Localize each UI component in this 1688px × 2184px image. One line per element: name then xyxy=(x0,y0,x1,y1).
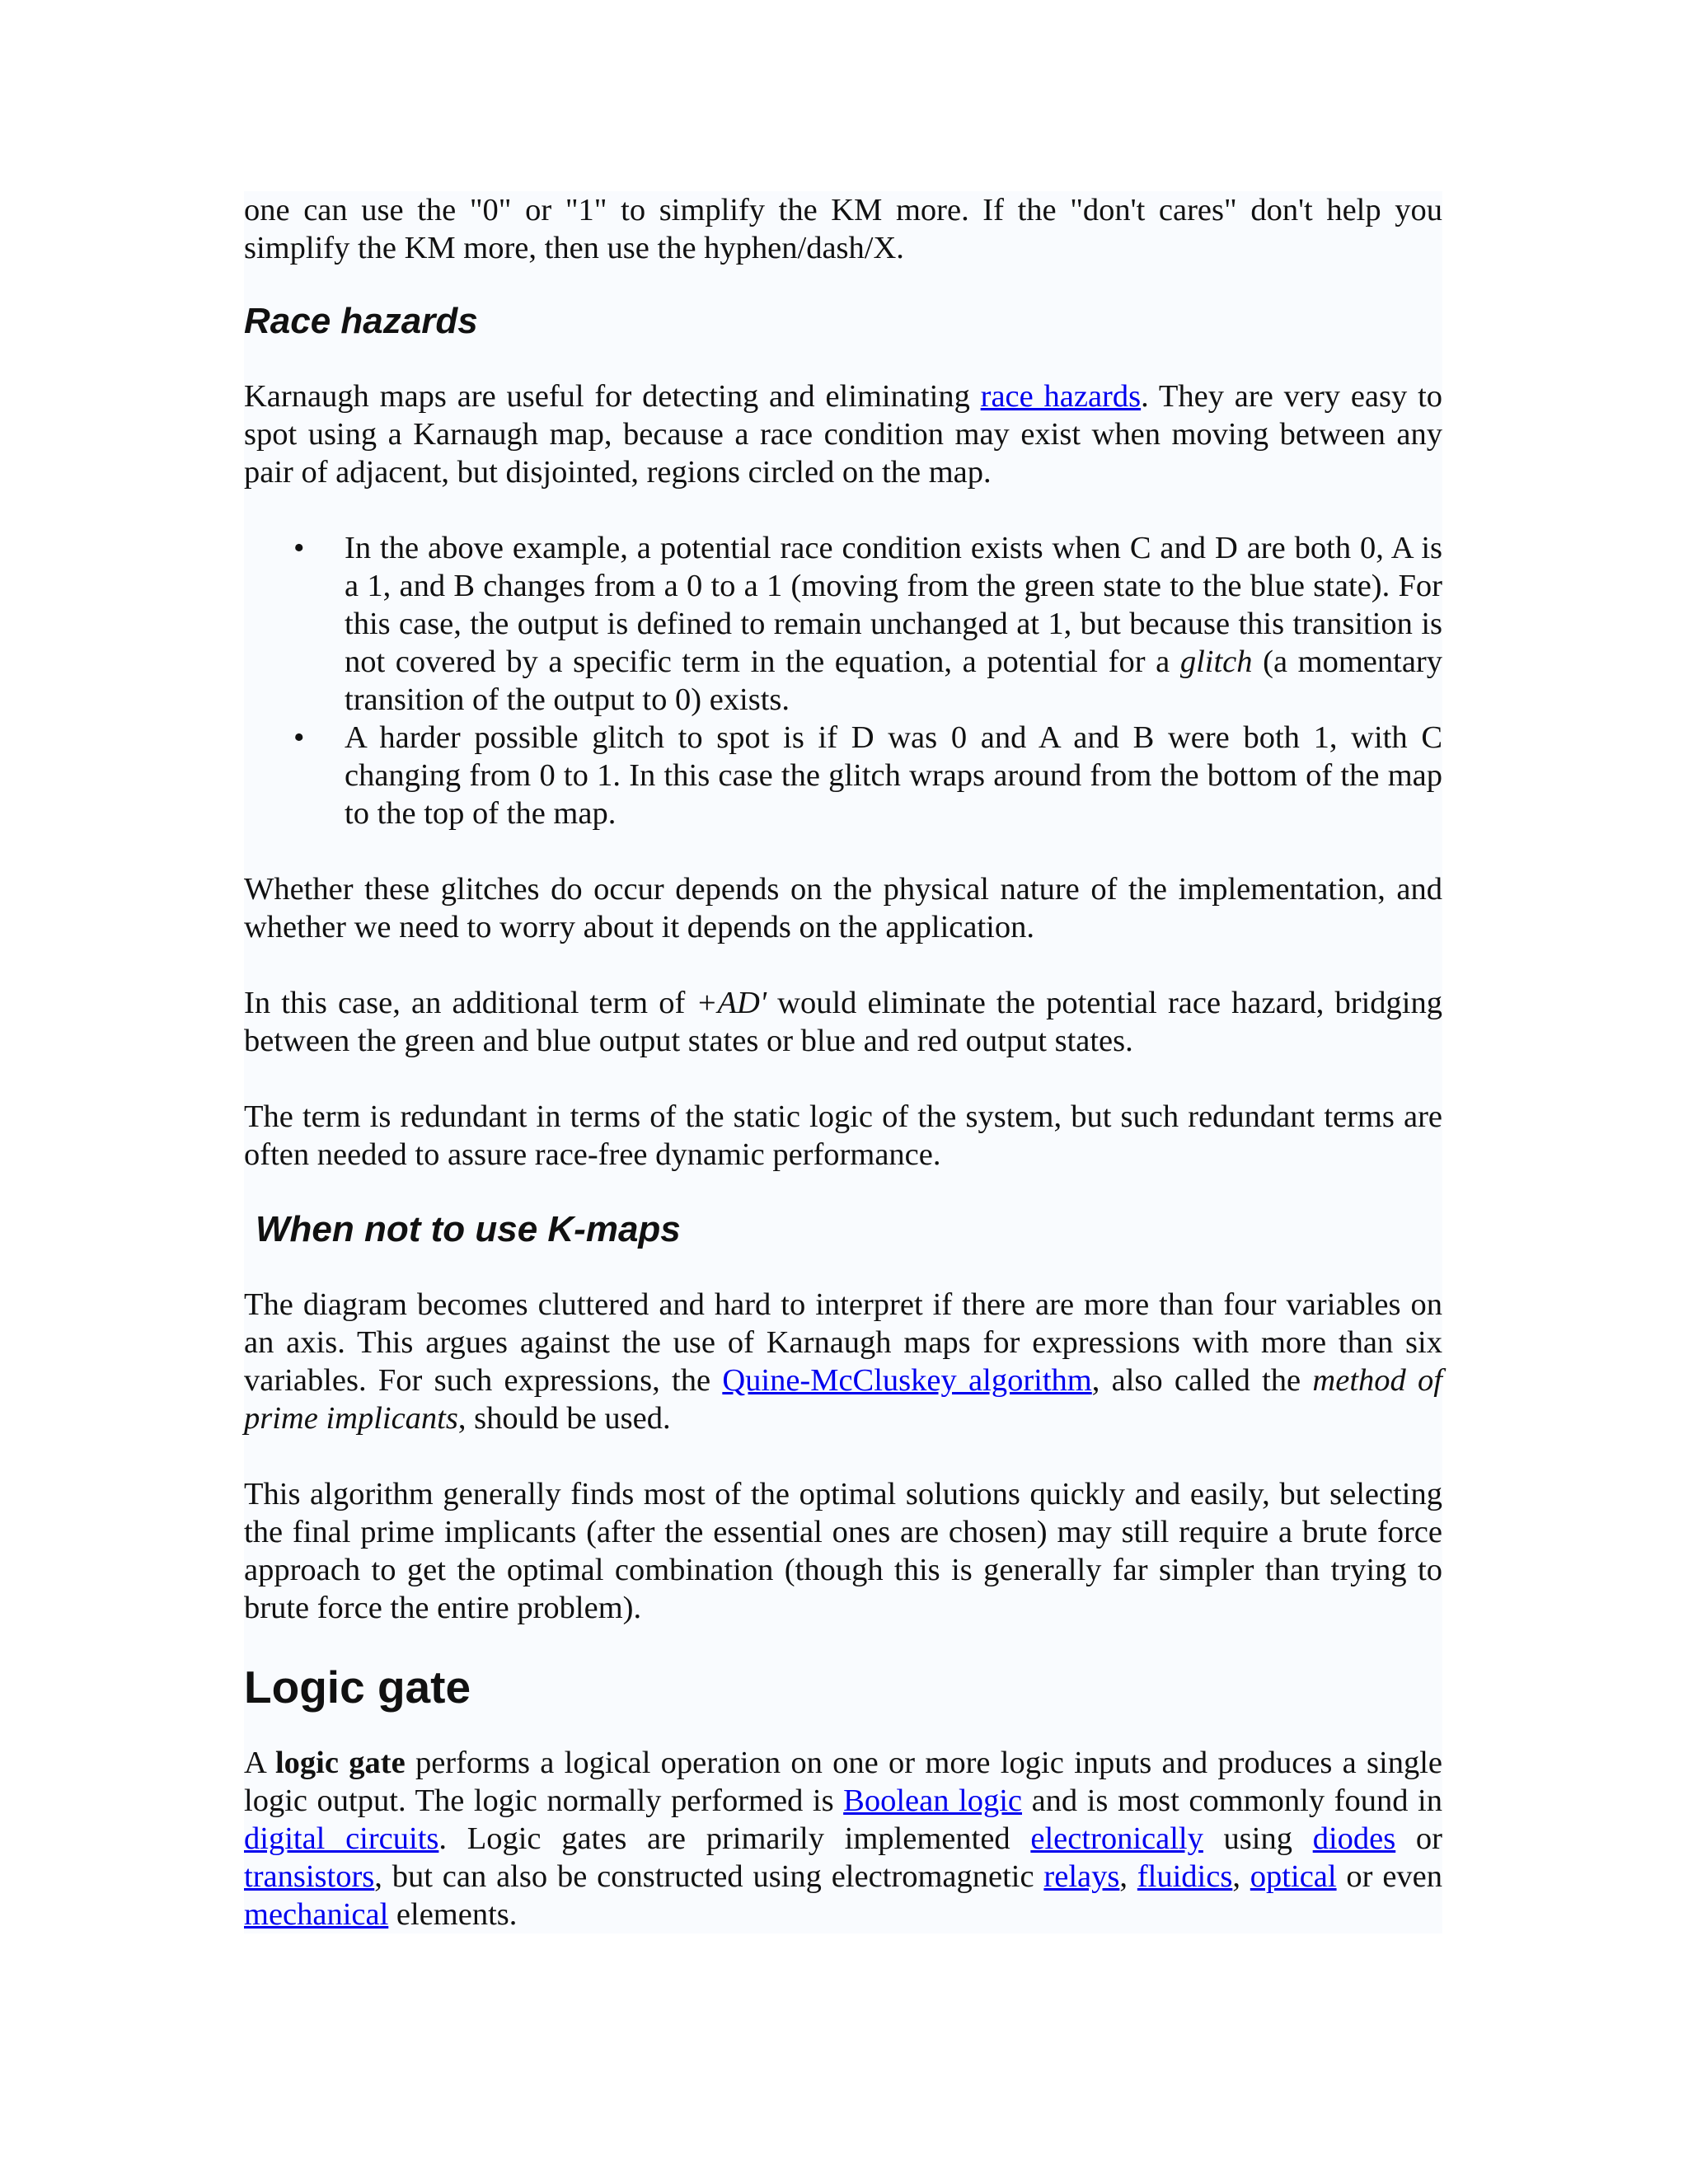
electronically-link[interactable]: electronically xyxy=(1030,1821,1203,1856)
logic-gate-paragraph: A logic gate performs a logical operation on one or more logic inputs and produces a single logic output. The logic normally performed is Boolean logic and is most commonly found in digital circuits. Logic gates are primarily implemented electronically using diodes or transistors, but can also be constructed using electromagnetic relays, fluidics, optical or even mechanical elements. xyxy=(244,1746,1443,1932)
race-hazards-paragraph: Karnaugh maps are useful for detecting and eliminating race hazards. They are very easy to spot using a Karnaugh map, because a race condition may exist when moving between any pair of adjacent, but disjointed, regions circled on the map. xyxy=(244,379,1443,490)
glitches-paragraph: Whether these glitches do occur depends on the physical nature of the implementation, and whether we need to worry about it depends on the application. xyxy=(244,872,1442,944)
document-page xyxy=(244,191,1442,1933)
digital-circuits-link[interactable]: digital circuits xyxy=(244,1821,439,1856)
race-hazards-heading: Race hazards xyxy=(244,301,478,341)
optical-link[interactable]: optical xyxy=(1250,1859,1337,1894)
logic-gate-heading: Logic gate xyxy=(244,1661,471,1713)
race-hazards-link[interactable]: race hazards xyxy=(980,379,1142,414)
quine-mccluskey-link[interactable]: Quine-McCluskey algorithm xyxy=(722,1363,1092,1398)
race-hazard-examples-list xyxy=(244,529,1442,832)
redundant-term-paragraph: The term is redundant in terms of the static logic of the system, but such redundant terms are often needed to assure race-free dynamic performance. xyxy=(244,1099,1442,1172)
diodes-link[interactable]: diodes xyxy=(1312,1821,1396,1856)
transistors-link[interactable]: transistors xyxy=(244,1859,375,1894)
relays-link[interactable]: relays xyxy=(1043,1859,1120,1894)
algorithm-paragraph: This algorithm generally finds most of the optimal solutions quickly and easily, but selecting the final prime implicants (after the essential ones are chosen) may still require a brute force approach to get the optimal combination (though this is generally far simpler than trying to brute force the entire problem). xyxy=(244,1477,1442,1625)
when-not-heading: When not to use K-maps xyxy=(256,1209,681,1249)
list-item: • In the above example, a potential race condition exists when C and D are both 0, A is a 1, and B changes from a 0 to a 1 (moving from the green state to the blue state). For this case, the output is defined to remain unchanged at 1, but because this transition is not covered by a specific term in the equation, a potential for a glitch (a momentary transition of the output to 0) exists. xyxy=(293,531,1442,717)
intro-paragraph: one can use the "0" or "1" to simplify the KM more. If the "don't cares" don't help you simplify the KM more, then use the hyphen/dash/X. xyxy=(244,193,1442,265)
bullet-icon: • xyxy=(293,720,305,755)
additional-term-paragraph: In this case, an additional term of +AD' would eliminate the potential race hazard, bridging between the green and blue output states or blue and red output states. xyxy=(244,986,1442,1058)
when-not-paragraph: The diagram becomes cluttered and hard to interpret if there are more than four variables on an axis. This argues against the use of Karnaugh maps for expressions with more than six variables. For such expressions, the Quine-McCluskey algorithm, also called the method of prime implicants, should be used. xyxy=(244,1287,1442,1436)
fluidics-link[interactable]: fluidics xyxy=(1137,1859,1233,1894)
mechanical-link[interactable]: mechanical xyxy=(244,1897,389,1932)
boolean-logic-link[interactable]: Boolean logic xyxy=(843,1783,1022,1818)
list-item: • A harder possible glitch to spot is if D was 0 and A and B were both 1, with C changing from 0 to 1. In this case the glitch wraps around from the bottom of the map to the top of the map. xyxy=(293,720,1442,831)
bullet-icon: • xyxy=(293,531,305,565)
